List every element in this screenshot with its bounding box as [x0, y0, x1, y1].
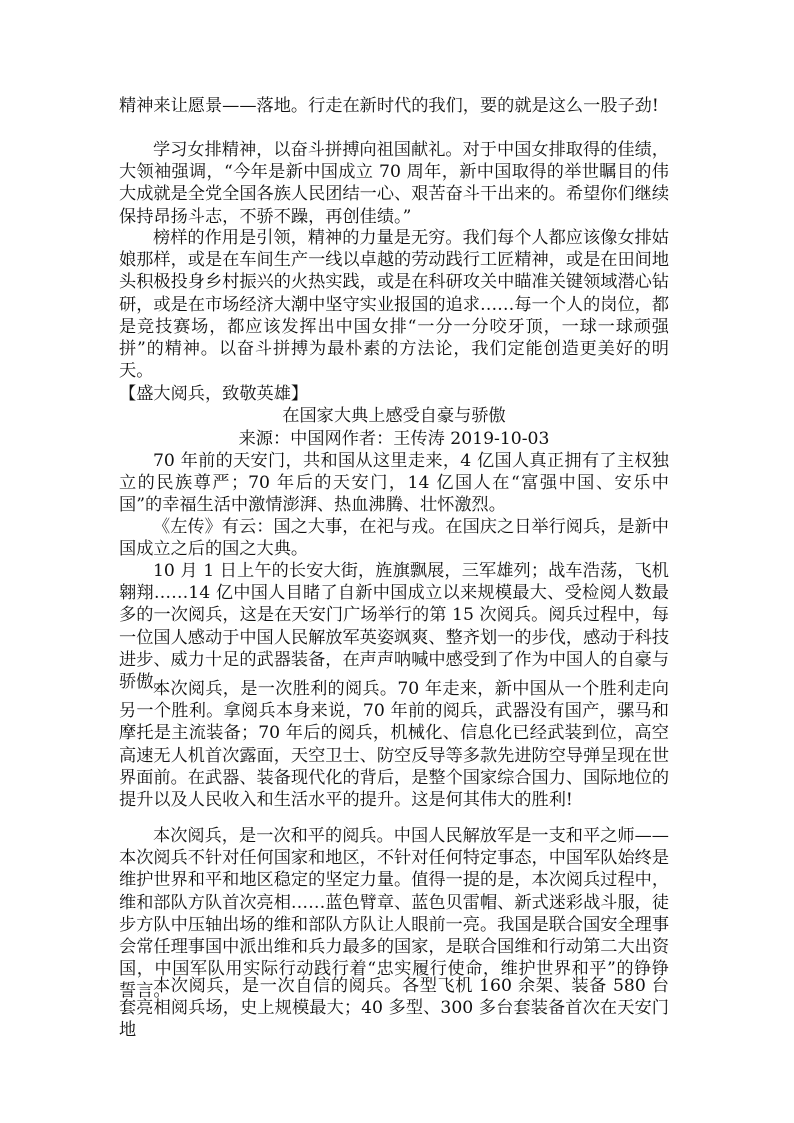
paragraph-article-6: 本次阅兵，是一次自信的阅兵。各型飞机 160 余架、装备 580 台套亮相阅兵场，史上规模最大；40 多型、300 多台套装备首次在天安门地: [119, 976, 669, 1041]
paragraph-top-3: 榜样的作用是引领，精神的力量是无穷。我们每个人都应该像女排姑娘那样，或是在车间生产一线以卓越的劳动践行工匠精神，或是在田间地头积极投身乡村振兴的火热实践，或是在科研攻关中瞄准关键领域潜心钻研，或是在市场经济大潮中坚守实业报国的追求……每一个人的岗位，都是竞技赛场，都应该发挥出中国女排“一分一分咬牙顶，一球一球顽强拼”的精神。以奋斗拼搏为最朴素的方法论，我们定能创造更美好的明天。: [119, 228, 670, 382]
paragraph-article-5: 本次阅兵，是一次和平的阅兵。中国人民解放军是一支和平之师——本次阅兵不针对任何国家和地区，不针对任何特定事态，中国军队始终是维护世界和平和地区稳定的坚定力量。值得一提的是，本次阅兵过程中，维和部队方队首次亮相……蓝色臂章、蓝色贝雷帽、新式迷彩战斗服，徒步方队中压轴出场的维和部队方队让人眼前一亮。我国是联合国安全理事会常任理事国中派出维和兵力最多的国家，是联合国维和行动第二大出资国，中国军队用实际行动践行着“忠实履行使命，维护世界和平”的铮铮誓言。: [119, 826, 670, 1002]
article-title: 在国家大典上感受自豪与骄傲: [282, 406, 506, 426]
section-heading: 【盛大阅兵，致敬英雄】: [119, 384, 309, 404]
paragraph-article-2: 《左传》有云：国之大事，在祀与戎。在国庆之日举行阅兵，是新中国成立之后的国之大典。: [119, 517, 669, 560]
paragraph-article-4: 本次阅兵，是一次胜利的阅兵。70 年走来，新中国从一个胜利走向另一个胜利。拿阅兵本身来说，70 年前的阅兵，武器没有国产，骡马和摩托是主流装备；70 年后的阅兵，机械化、信息化已经武装到位，高空高速无人机首次露面，天空卫士、防空反导等多款先进防空导弹呈现在世界面前。在武器、装备现代化的背后，是整个国家综合国力、国际地位的提升以及人民收入和生活水平的提升。这是何其伟大的胜利!: [119, 679, 670, 811]
paragraph-article-1: 70 年前的天安门，共和国从这里走来，4 亿国人真正拥有了主权独立的民族尊严；70 年后的天安门，14 亿国人在“富强中国、安乐中国”的幸福生活中激情澎湃、热血沸腾、壮怀激烈。: [119, 451, 669, 516]
paragraph-article-3: 10 月 1 日上午的长安大街，旌旗飘展，三军雄列；战车浩荡，飞机翱翔……14 亿中国人目睹了自新中国成立以来规模最大、受检阅人数最多的一次阅兵，这是在天安门广场举行的第 15 次阅兵。阅兵过程中，每一位国人感动于中国人民解放军英姿飒爽、整齐划一的步伐，感动于科技进步、威力十足的武器装备，在声声呐喊中感受到了作为中国人的自豪与骄傲。: [119, 561, 670, 693]
paragraph-top-2: 学习女排精神，以奋斗拼搏向祖国献礼。对于中国女排取得的佳绩，大领袖强调，“今年是新中国成立 70 周年，新中国取得的举世瞩目的伟大成就是全党全国各族人民团结一心、艰苦奋斗干出来的。希望你们继续保持昂扬斗志，不骄不躁，再创佳绩。”: [119, 140, 670, 227]
paragraph-top-1: 精神来让愿景——落地。行走在新时代的我们，要的就是这么一股子劲!: [119, 96, 659, 116]
article-source: 来源：中国网作者：王传涛 2019-10-03: [238, 429, 550, 449]
